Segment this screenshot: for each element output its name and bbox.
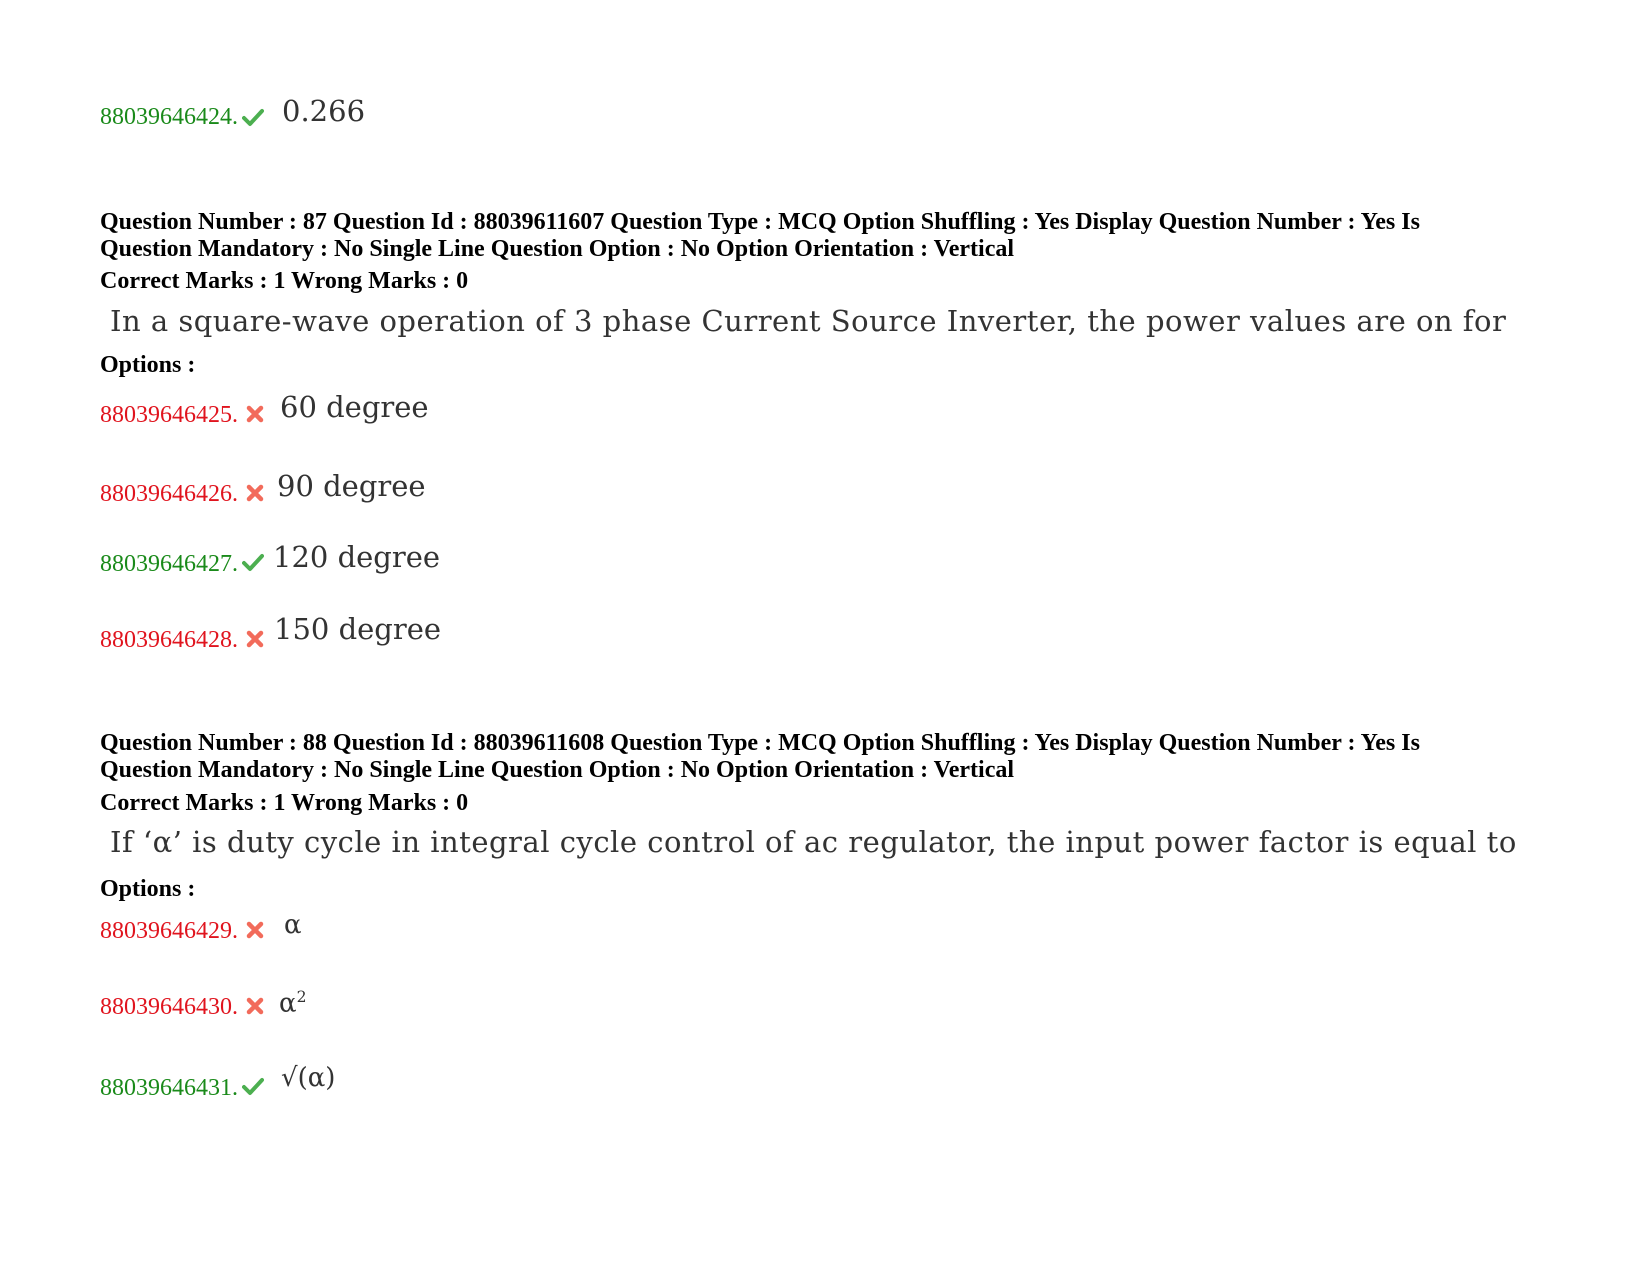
options-label: Options : <box>100 876 196 902</box>
question-meta-line-1: Question Number : 88 Question Id : 88039611608 Question Type : MCQ Option Shuffling : Yes Display Question Number : Yes Is <box>100 730 1420 756</box>
option-text: α <box>284 910 302 940</box>
check-icon <box>242 1075 264 1102</box>
question-text: If ‘α’ is duty cycle in integral cycle control of ac regulator, the input power factor is equal to <box>110 825 1517 859</box>
option-id: 88039646431. <box>100 1075 238 1101</box>
cross-icon <box>244 919 266 946</box>
option-text: √(α) <box>281 1063 336 1093</box>
option-exponent: 2 <box>296 988 307 1006</box>
option-base: α <box>279 988 297 1019</box>
question-meta-line-2: Question Mandatory : No Single Line Question Option : No Option Orientation : Vertical <box>100 757 1015 783</box>
cross-icon <box>244 403 266 430</box>
option-id: 88039646427. <box>100 551 238 577</box>
question-marks: Correct Marks : 1 Wrong Marks : 0 <box>100 268 469 294</box>
option-text: 90 degree <box>277 469 426 503</box>
question-meta-line-1: Question Number : 87 Question Id : 88039611607 Question Type : MCQ Option Shuffling : Yes Display Question Number : Yes Is <box>100 209 1420 235</box>
check-icon <box>242 106 264 133</box>
option-row <box>100 104 238 131</box>
option-id: 88039646429. <box>100 918 238 944</box>
option-id: 88039646425. <box>100 402 238 428</box>
option-id: 88039646424. <box>100 104 238 130</box>
question-marks: Correct Marks : 1 Wrong Marks : 0 <box>100 790 469 816</box>
cross-icon <box>244 628 266 655</box>
check-icon <box>242 551 264 578</box>
cross-icon <box>244 995 266 1022</box>
option-id: 88039646426. <box>100 481 238 507</box>
options-label: Options : <box>100 352 196 378</box>
question-meta-line-2: Question Mandatory : No Single Line Question Option : No Option Orientation : Vertical <box>100 236 1015 262</box>
option-text: 0.266 <box>282 94 366 128</box>
option-text: 60 degree <box>280 390 429 424</box>
cross-icon <box>244 482 266 509</box>
question-text: In a square-wave operation of 3 phase Current Source Inverter, the power values are on for <box>110 304 1507 338</box>
option-id: 88039646430. <box>100 994 238 1020</box>
option-text: 120 degree <box>273 540 441 574</box>
option-text <box>279 988 306 1019</box>
option-id: 88039646428. <box>100 627 238 653</box>
option-text: 150 degree <box>274 612 442 646</box>
